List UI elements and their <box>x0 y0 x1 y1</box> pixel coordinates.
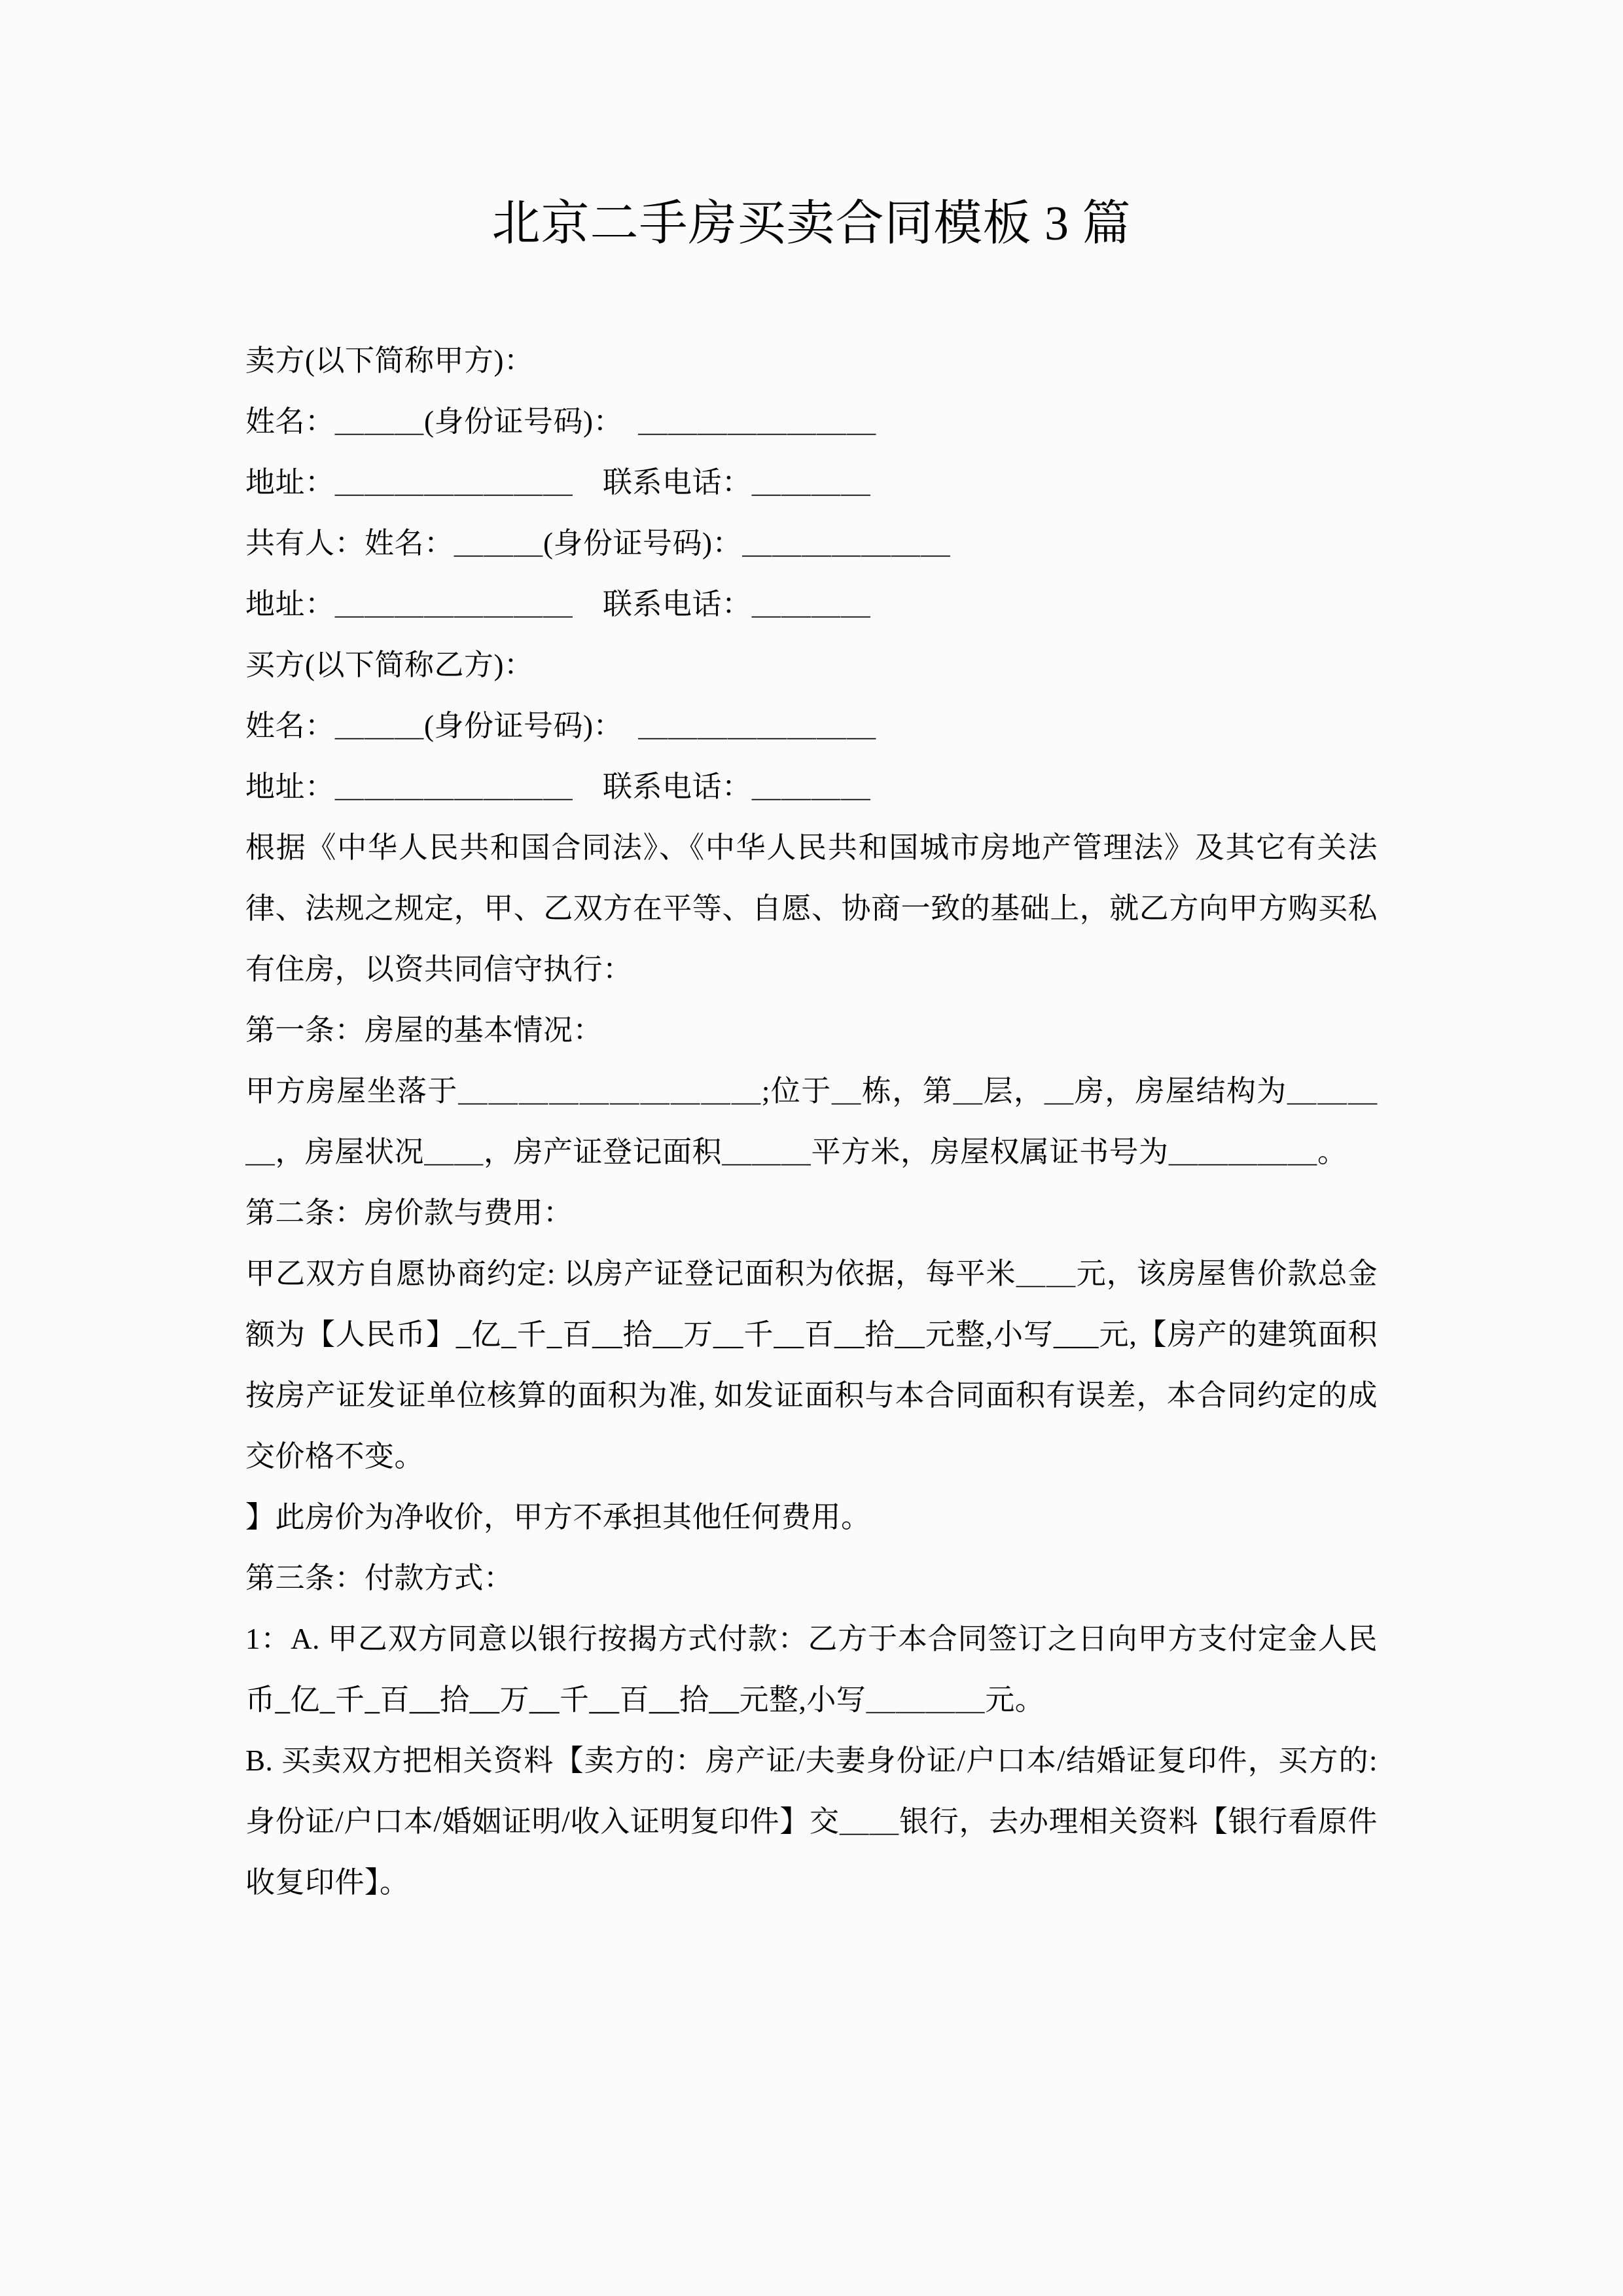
document-sheet <box>245 0 1378 1913</box>
paragraph-article-1-body: 甲方房屋坐落于＿＿＿＿＿＿＿＿＿＿;位于＿栋，第＿层，＿房，房屋结构为＿＿＿＿，房屋状况＿＿，房产证登记面积＿＿＿平方米，房屋权属证书号为＿＿＿＿＿。 <box>245 1075 1378 1169</box>
paragraph-buyer-address: 地址：＿＿＿＿＿＿＿＿ 联系电话：＿＿＿＿ <box>245 770 871 804</box>
paragraph-article-1-heading: 第一条：房屋的基本情况： <box>245 1014 603 1047</box>
paragraph-article-2-body: 甲乙双方自愿协商约定: 以房产证登记面积为依据，每平米＿＿元，该房屋售价款总金额为【人民币】_亿_千_百__拾__万__千__百__拾__元整,小写___元,【房产的建筑面积按房产证发证单位核算的面积为准, 如发证面积与本合同面积有误差，本合同约定的成交价格不变。 <box>245 1257 1378 1473</box>
paragraph-co-owner-address: 地址：＿＿＿＿＿＿＿＿ 联系电话：＿＿＿＿ <box>245 588 871 621</box>
page-title: 北京二手房买卖合同模板 3 篇 <box>491 197 1132 251</box>
paragraph-seller-name: 姓名：＿＿＿(身份证号码)： ＿＿＿＿＿＿＿＿ <box>245 405 876 439</box>
paragraph-article-3-item-b: B. 买卖双方把相关资料【卖方的：房产证/夫妻身份证/户口本/结婚证复印件，买方的: 身份证/户口本/婚姻证明/收入证明复印件】交＿＿银行，去办理相关资料【银行看原件收复印件】。 <box>245 1744 1378 1899</box>
paragraph-legal-basis: 根据《中华人民共和国合同法》、《中华人民共和国城市房地产管理法》及其它有关法律、法规之规定，甲、乙双方在平等、自愿、协商一致的基础上，就乙方向甲方购买私有住房，以资共同信守执行： <box>245 831 1378 986</box>
paragraph-buyer-name: 姓名：＿＿＿(身份证号码)： ＿＿＿＿＿＿＿＿ <box>245 709 876 743</box>
paragraph-article-2-note: 】此房价为净收价，甲方不承担其他任何费用。 <box>245 1501 871 1534</box>
document-body <box>245 331 1378 1913</box>
paragraph-article-3-heading: 第三条：付款方式： <box>245 1562 514 1595</box>
paragraph-buyer-heading: 买方(以下简称乙方)： <box>245 649 534 682</box>
paragraph-article-3-item-1: 1：A. 甲乙双方同意以银行按揭方式付款：乙方于本合同签订之日向甲方支付定金人民币_亿_千_百__拾__万__千__百__拾__元整,小写＿＿＿＿元。 <box>245 1623 1378 1717</box>
paragraph-seller-heading: 卖方(以下简称甲方)： <box>245 344 534 378</box>
paragraph-co-owner-name: 共有人：姓名：＿＿＿(身份证号码)：＿＿＿＿＿＿＿ <box>245 527 951 560</box>
paragraph-article-2-heading: 第二条：房价款与费用： <box>245 1196 573 1230</box>
paragraph-seller-address: 地址：＿＿＿＿＿＿＿＿ 联系电话：＿＿＿＿ <box>245 466 871 499</box>
